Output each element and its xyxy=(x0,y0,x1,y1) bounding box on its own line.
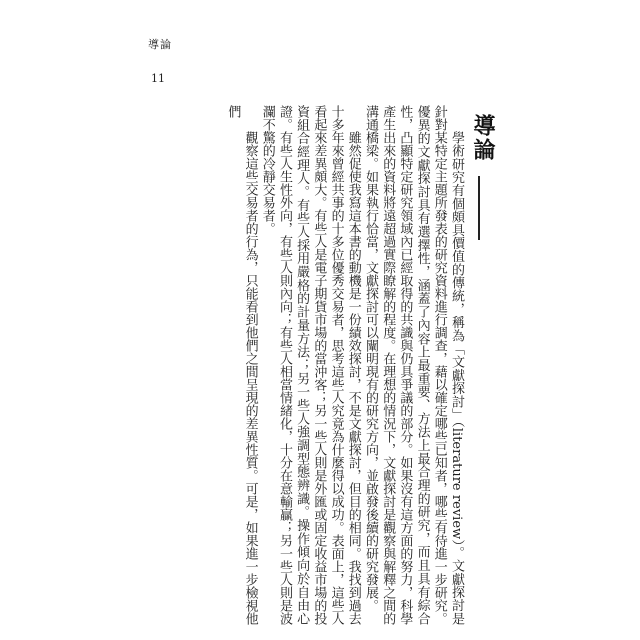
body-text xyxy=(145,105,465,625)
paragraph-3: 觀察這些交易者的行為，只能看到他們之間呈現的差異性質。可是，如果進一步檢視他們 xyxy=(225,105,258,625)
paragraph-1: 學術研究有個頗具價值的傳統，稱為「文獻探討」（literature review）。文獻探討是針對某特定主題所發表的研究資料進行調查，藉以確定哪些已知者，哪些有待進一步研究。優異的文獻探討具有選擇性，涵蓋了內容上最重要、方法上最合理的研究，而且具有綜合性，凸顯特定研究領域內已經取得的共識與仍具爭議的部分。如果沒有這方面的努力，科學產生出來的資料將遠超過實際瞭解的程度。在理想的情況下，文獻探討是觀察與解釋之間的溝通橋梁。如果執行恰當，文獻探討可以闡明現有的研究方向，並啟發後續的研究發展。 xyxy=(362,105,464,625)
paragraph-2: 雖然促使我寫這本書的動機是一份績效探討，不是文獻探討，但目的相同。我找到過去十多年來曾經共事的十多位優秀交易者，思考這些人究竟為什麼得以成功。表面上，這些人看起來差異頗大。有些人是電子期貨市場的當沖客；另一些人則是外匯或固定收益市場的投資組合經理人。有些人採用嚴格的計量方法；另一些人強調型態辨識。操作傾向於自由心證。有些人生性外向，有些人則內向；有些人相當情緒化，十分在意輸贏；另一些人則是波瀾不驚的冷靜交易者。 xyxy=(259,105,361,625)
chapter-title: 導論 xyxy=(470,114,496,162)
chapter-title-rule xyxy=(478,176,480,240)
page-number: 11 xyxy=(151,72,165,85)
running-head: 導論 xyxy=(148,38,172,51)
